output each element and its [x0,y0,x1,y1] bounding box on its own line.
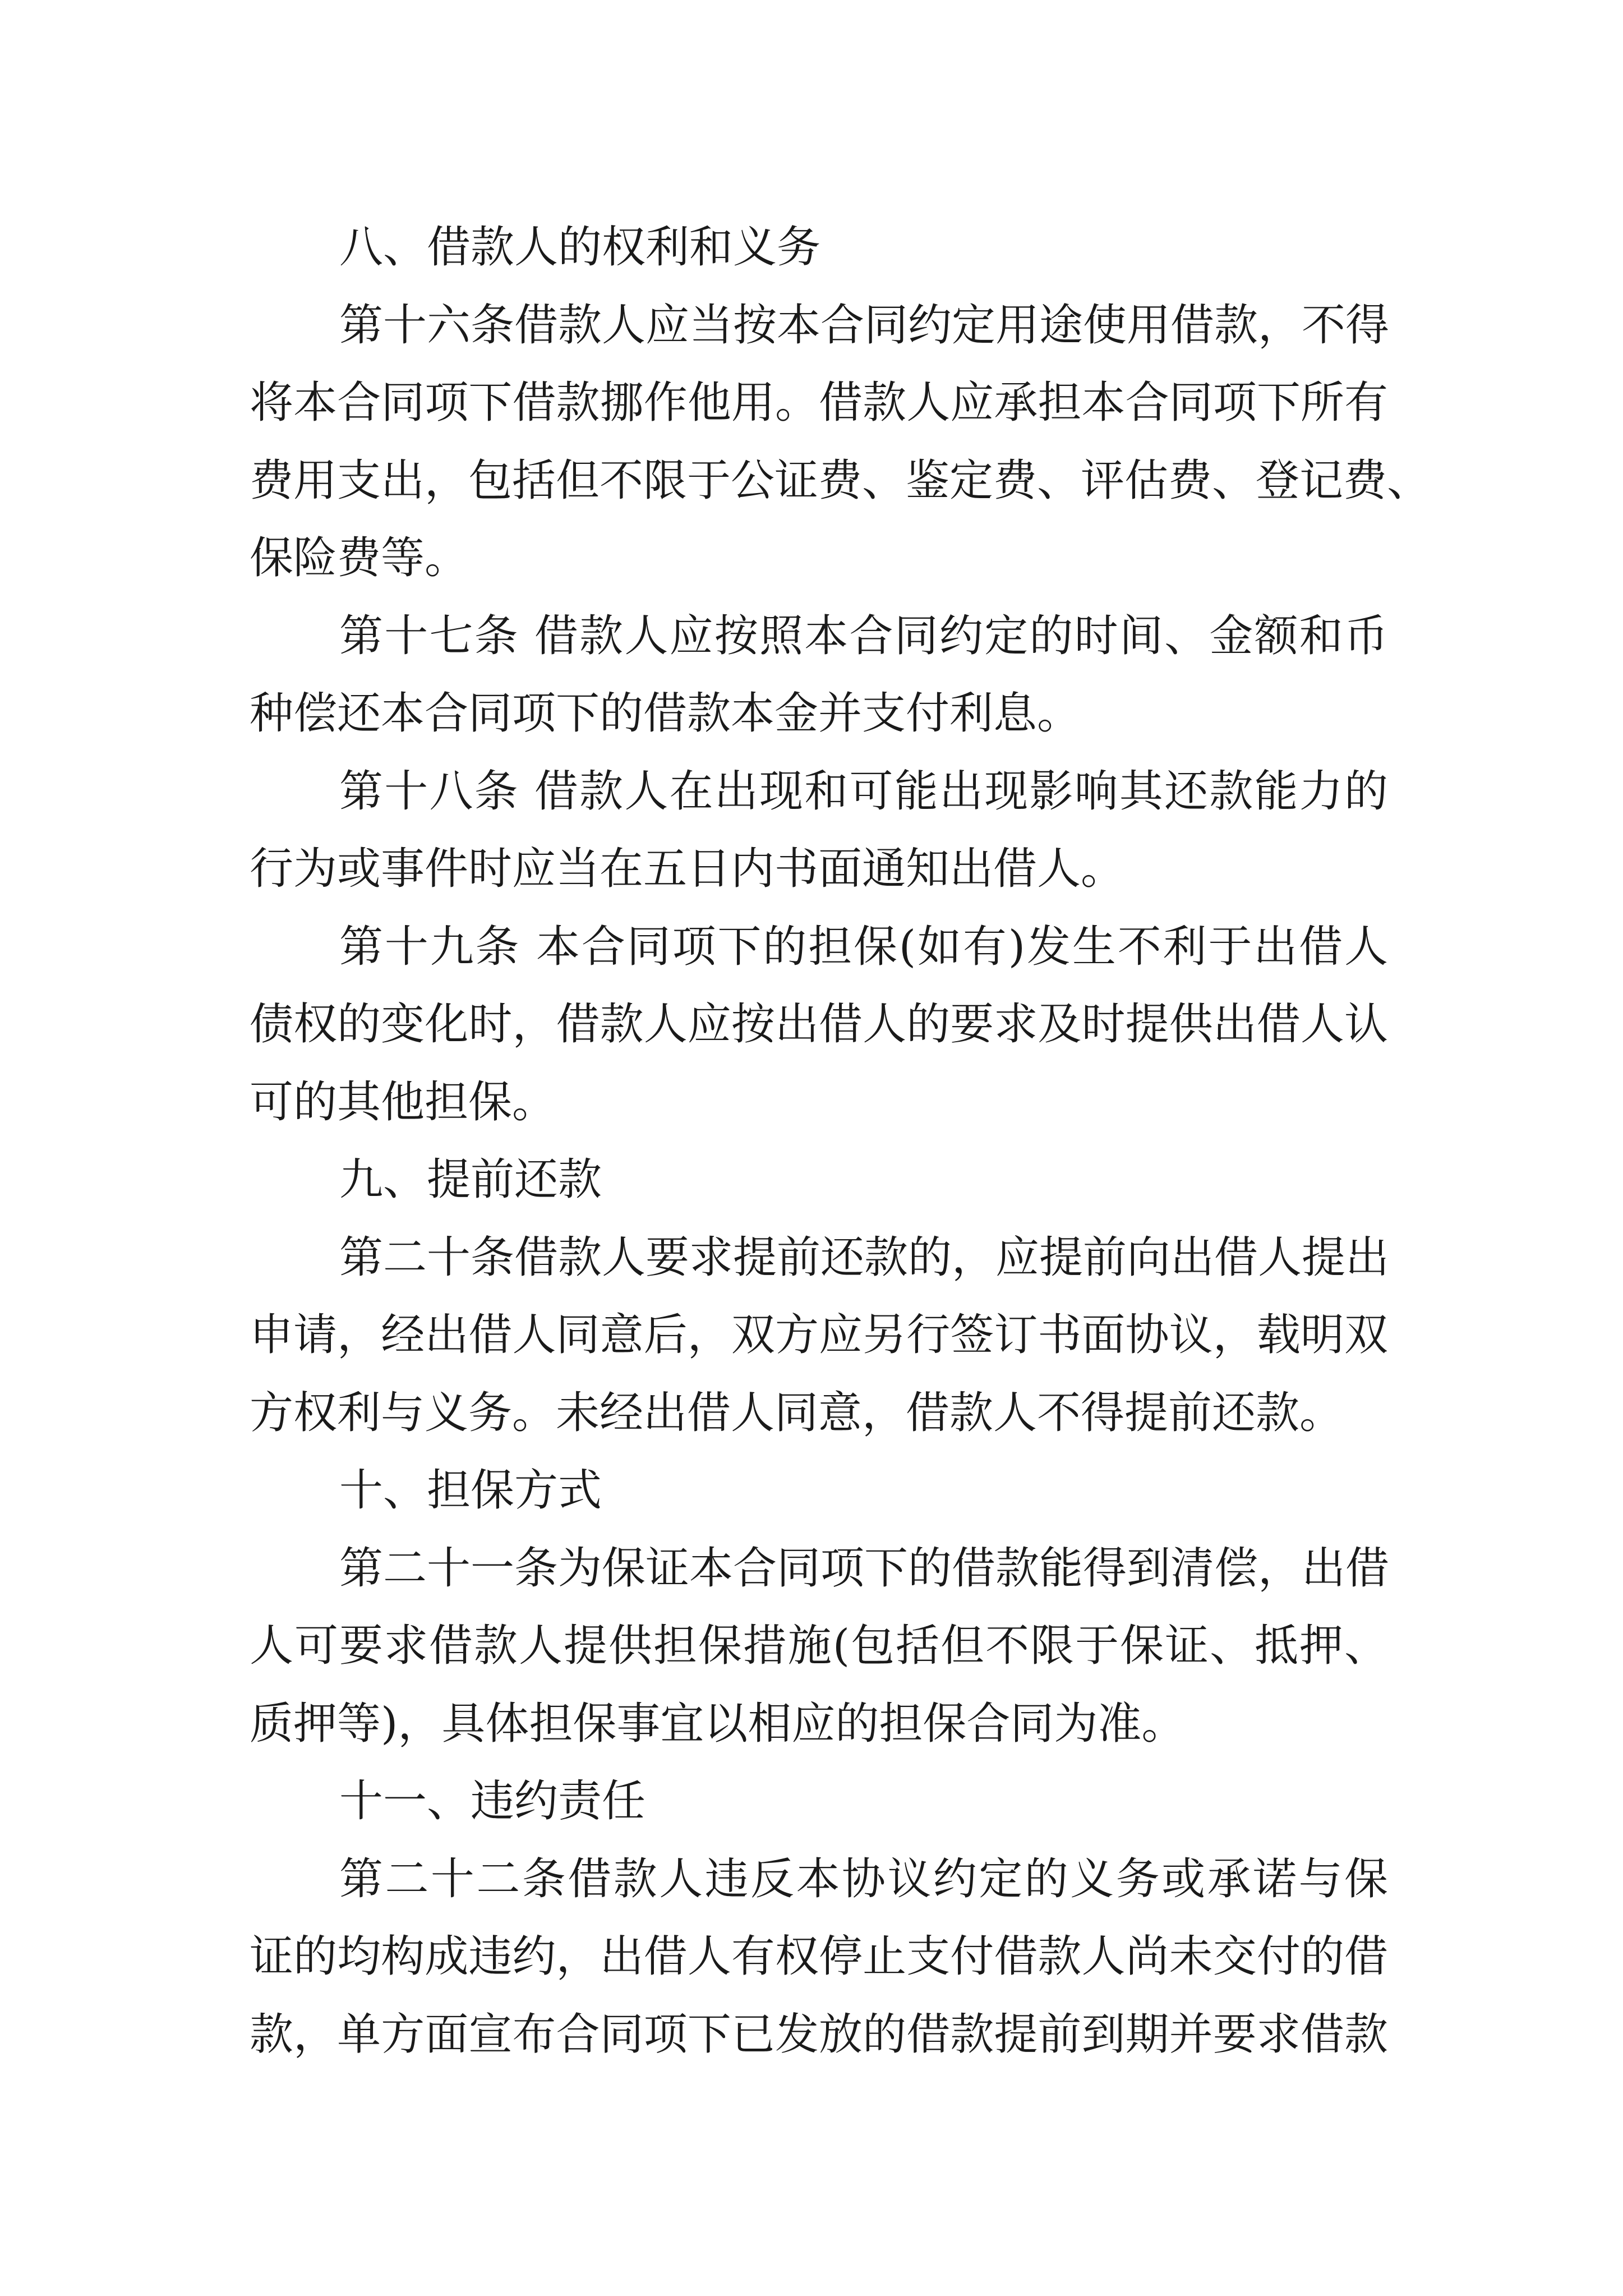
section-heading-early-repayment: 九、提前还款 [339,1154,602,1205]
article-21-line: 质押等)，具体担保事宜以相应的担保合同为准。 [250,1698,1186,1749]
section-heading-liability: 十一、违约责任 [339,1776,646,1826]
article-20-line: 申请，经出借人同意后，双方应另行签订书面协议，载明双 [250,1310,1388,1360]
section-heading-guarantee: 十、担保方式 [339,1465,602,1516]
article-16-line: 费用支出，包括但不限于公证费、鉴定费、评估费、登记费、 [250,455,1431,506]
article-22-line: 款，单方面宣布合同项下已发放的借款提前到期并要求借款 [250,2009,1388,2060]
article-17-line: 种偿还本合同项下的借款本金并支付利息。 [250,688,1081,739]
article-16-line: 保险费等。 [250,533,469,583]
article-21-line: 人可要求借款人提供担保措施(包括但不限于保证、抵押、 [250,1621,1388,1671]
article-16-line: 第十六条借款人应当按本合同约定用途使用借款，不得 [339,300,1390,351]
article-22-line: 证的均构成违约，出借人有权停止支付借款人尚未交付的借 [250,1931,1388,1982]
article-16-line: 将本合同项下借款挪作他用。借款人应承担本合同项下所有 [250,378,1388,428]
article-19-line: 可的其他担保。 [250,1076,556,1128]
article-18-line: 第十八条 借款人在出现和可能出现影响其还款能力的 [339,766,1388,817]
article-20-line: 第二十条借款人要求提前还款的，应提前向出借人提出 [339,1232,1390,1283]
article-17-line: 第十七条 借款人应按照本合同约定的时间、金额和币 [339,610,1388,661]
article-21-line: 第二十一条为保证本合同项下的借款能得到清偿，出借 [339,1543,1390,1594]
document-body [250,209,1431,2073]
article-20-line: 方权利与义务。未经出借人同意，借款人不得提前还款。 [250,1387,1344,1438]
section-heading-rights-obligations: 八、借款人的权利和义务 [339,222,821,273]
article-18-line: 行为或事件时应当在五日内书面通知出借人。 [250,844,1125,894]
article-19-line: 第十九条 本合同项下的担保(如有)发生不利于出借人 [339,921,1388,972]
article-22-line: 第二十二条借款人违反本协议约定的义务或承诺与保 [339,1853,1388,1904]
article-19-line: 债权的变化时，借款人应按出借人的要求及时提供出借人认 [250,999,1388,1050]
